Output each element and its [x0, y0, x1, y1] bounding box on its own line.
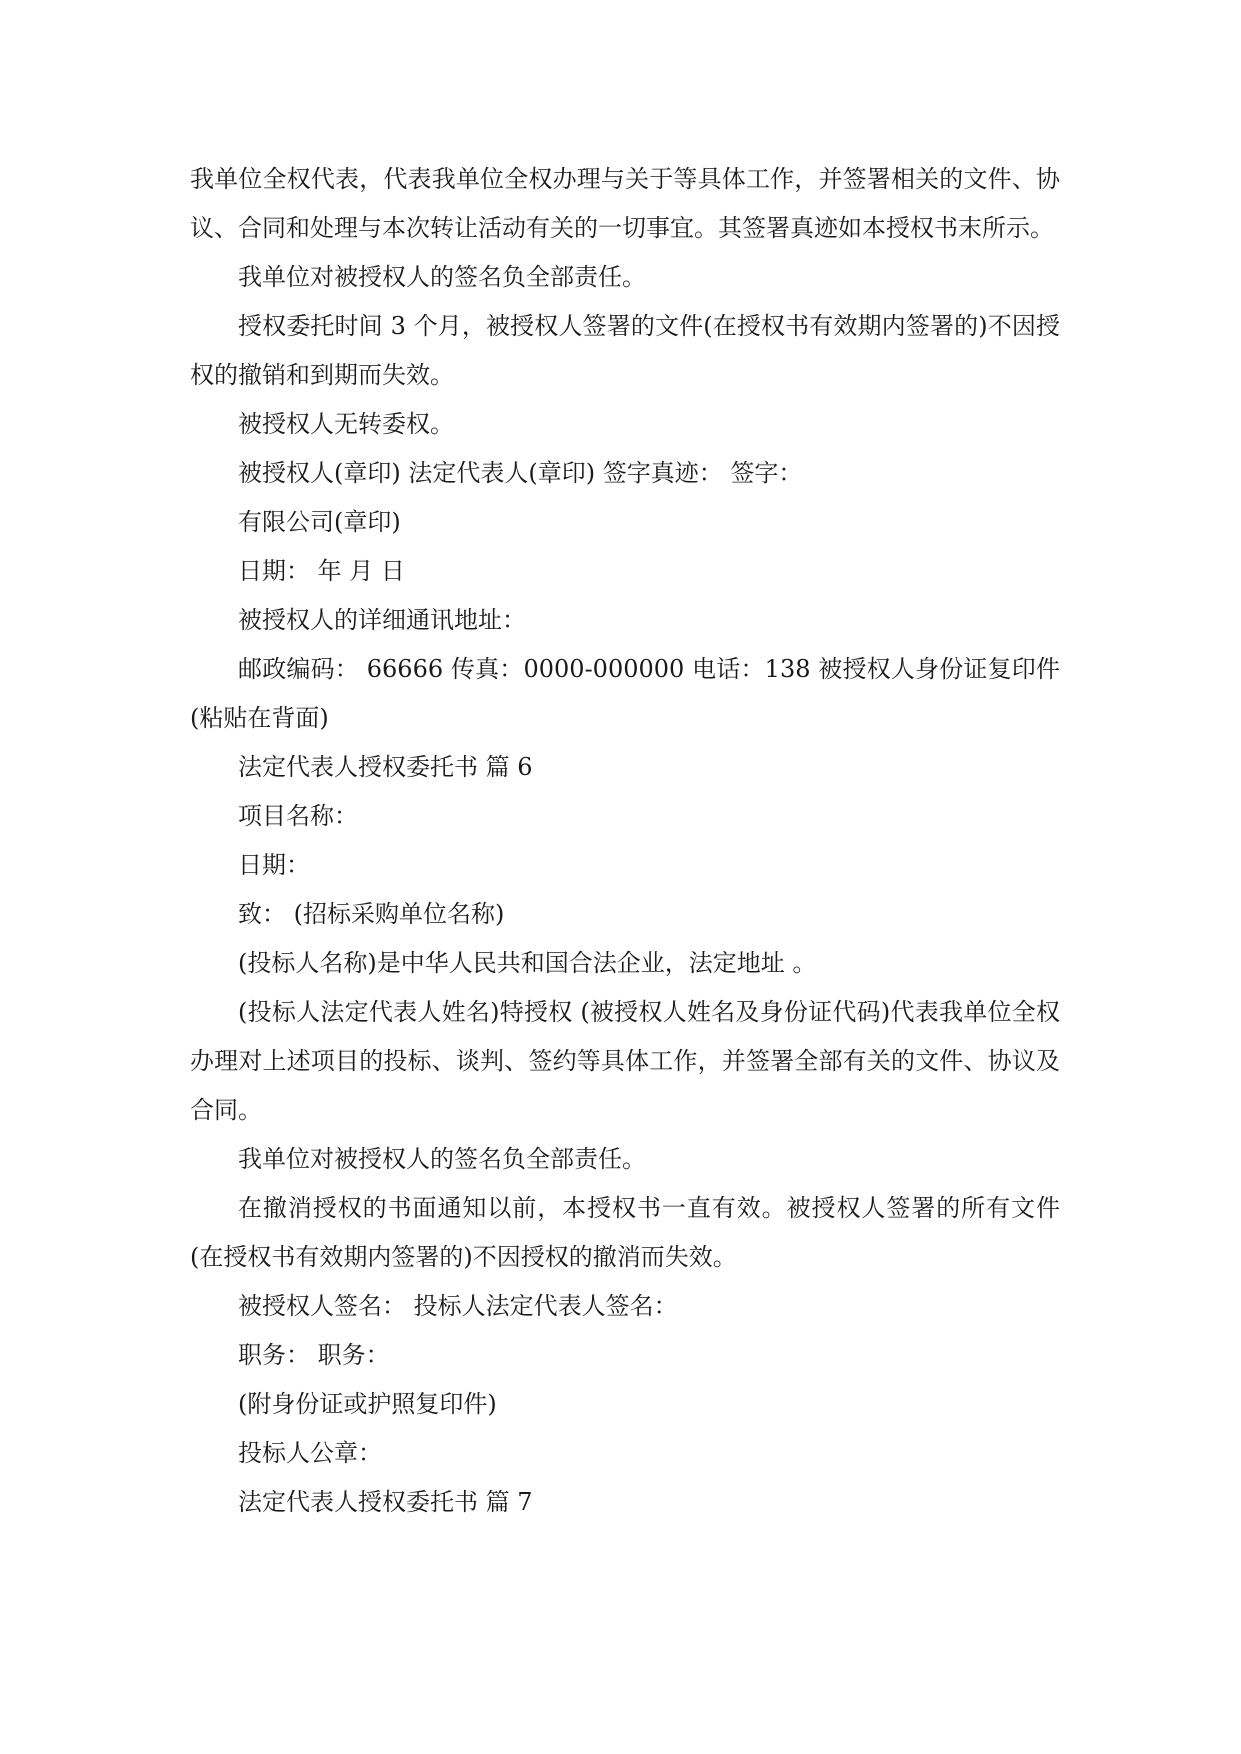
- paragraph-signature-responsibility-2: 我单位对被授权人的签名负全部责任。: [238, 1145, 646, 1173]
- paragraph-project-name: 项目名称：: [238, 802, 358, 830]
- paragraph-no-sub-delegation: 被授权人无转委权。: [238, 410, 454, 438]
- paragraph-signature-responsibility: 我单位对被授权人的签名负全部责任。: [238, 263, 646, 291]
- paragraph-date: 日期： 年 月 日: [238, 557, 405, 585]
- section-heading-7: 法定代表人授权委托书 篇 7: [238, 1488, 533, 1516]
- paragraph-authorization-scope: 我单位全权代表，代表我单位全权办理与关于等具体工作，并签署相关的文件、协议、合同和处理与本次转让活动有关的一切事宜。其签署真迹如本授权书末所示。: [190, 165, 1060, 242]
- paragraph-company-seal: 有限公司(章印): [238, 508, 401, 536]
- paragraph-positions: 职务： 职务：: [238, 1341, 390, 1369]
- paragraph-validity: 在撤消授权的书面通知以前，本授权书一直有效。被授权人签署的所有文件(在授权书有效期内签署的)不因授权的撤消而失效。: [190, 1194, 1060, 1271]
- paragraph-date-2: 日期：: [238, 851, 310, 879]
- paragraph-address: 被授权人的详细通讯地址：: [238, 606, 526, 634]
- document-body: [190, 155, 1060, 1527]
- paragraph-addressee: 致： (招标采购单位名称): [238, 900, 505, 928]
- paragraph-bidder-legal: (投标人名称)是中华人民共和国合法企业，法定地址 。: [238, 949, 817, 977]
- paragraph-special-authorization: (投标人法定代表人姓名)特授权 (被授权人姓名及身份证代码)代表我单位全权办理对上述项目的投标、谈判、签约等具体工作，并签署全部有关的文件、协议及合同。: [190, 998, 1060, 1124]
- paragraph-signatures: 被授权人签名： 投标人法定代表人签名：: [238, 1292, 678, 1320]
- section-heading-6: 法定代表人授权委托书 篇 6: [238, 753, 533, 781]
- paragraph-id-attachment: (附身份证或护照复印件): [238, 1390, 497, 1418]
- paragraph-seals-signature: 被授权人(章印) 法定代表人(章印) 签字真迹： 签字：: [238, 459, 803, 487]
- paragraph-contact-info: 邮政编码： 66666 传真：0000-000000 电话：138 被授权人身份证复印件(粘贴在背面): [190, 655, 1060, 732]
- paragraph-authorization-period: 授权委托时间 3 个月，被授权人签署的文件(在授权书有效期内签署的)不因授权的撤销和到期而失效。: [190, 312, 1060, 389]
- paragraph-bidder-seal: 投标人公章：: [238, 1439, 382, 1467]
